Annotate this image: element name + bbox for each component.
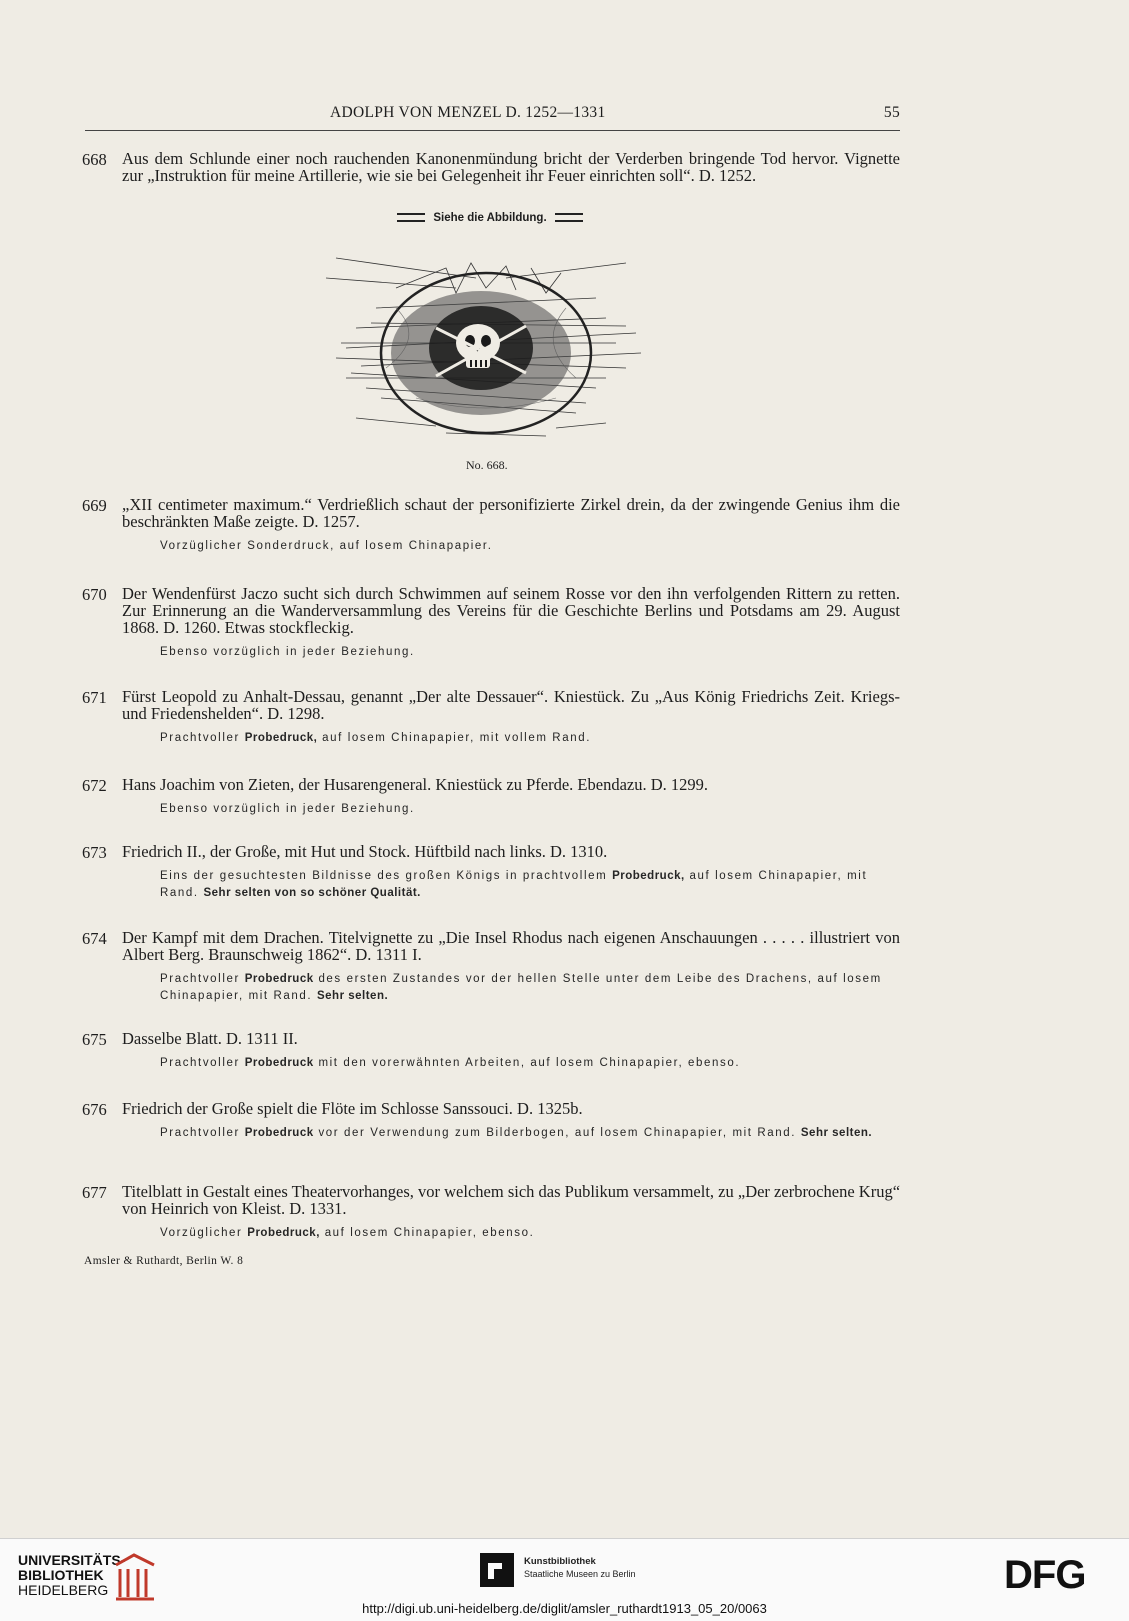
entry-676 <box>82 1100 900 1142</box>
entry-674 <box>82 929 900 1005</box>
entry-number: 674 <box>82 929 107 948</box>
entry-672 <box>82 776 900 818</box>
entry-note: Prachtvoller Probedruck vor der Verwendung zum Bilderbogen, auf losem Chinapapier, mit Rand. Sehr selten. <box>160 1127 873 1139</box>
entry-number: 671 <box>82 688 107 707</box>
kunstbibliothek-logo-icon <box>480 1553 516 1587</box>
entry-number: 670 <box>82 585 107 604</box>
entry-670 <box>82 585 900 661</box>
dfg-logo[interactable]: DFG <box>1004 1553 1086 1597</box>
entry-671 <box>82 688 900 747</box>
figure-caption: No. 668. <box>466 458 508 472</box>
heidelberg-library-label[interactable] <box>18 1553 125 1598</box>
see-illustration-note <box>380 212 600 224</box>
entry-note: Ebenso vorzüglich in jeder Beziehung. <box>160 646 415 658</box>
uni-line-1: UNIVERSITÄTS- <box>18 1552 126 1568</box>
entry-text: Friedrich der Große spielt die Flöte im Schlosse Sanssouci. D. 1325b. <box>122 1099 583 1118</box>
see-illustration-text: Siehe die Abbildung. <box>433 212 547 224</box>
uni-line-3: HEIDELBERG <box>18 1582 109 1598</box>
entry-number: 668 <box>82 150 107 169</box>
entry-number: 676 <box>82 1100 107 1119</box>
entry-number: 672 <box>82 776 107 795</box>
entry-text: Hans Joachim von Zieten, der Husarengeneral. Kniestück zu Pferde. Ebendazu. D. 1299. <box>122 775 709 794</box>
entry-number: 673 <box>82 843 107 862</box>
permalink-url[interactable]: http://digi.ub.uni-heidelberg.de/diglit/amsler_ruthardt1913_05_20/0063 <box>362 1601 767 1616</box>
entry-note: Prachtvoller Probedruck des ersten Zustandes vor der hellen Stelle unter dem Leibe des Drachens, auf losem Chinapapier, mit Rand. Sehr selten. <box>160 973 882 1002</box>
entry-text: Titelblatt in Gestalt eines Theatervorhanges, vor welchem sich das Publikum versammelt, zu „Der zerbrochene Krug“ von Heinrich von Kleist. D. 1331. <box>122 1182 901 1218</box>
entry-note: Eins der gesuchtesten Bildnisse des großen Königs in prachtvollem Probedruck, auf losem Chinapapier, mit Rand. Sehr selten von so schöner Qualität. <box>160 870 868 899</box>
uni-line-2: BIBLIOTHEK <box>18 1567 104 1583</box>
entry-number: 677 <box>82 1183 107 1202</box>
entry-675 <box>82 1030 900 1072</box>
entry-note: Prachtvoller Probedruck mit den vorerwähnten Arbeiten, auf losem Chinapapier, ebenso. <box>160 1057 741 1069</box>
digitization-footer <box>0 1538 1129 1621</box>
entry-673 <box>82 843 900 902</box>
printer-imprint: Amsler & Ruthardt, Berlin W. 8 <box>84 1255 244 1267</box>
entry-668 <box>82 150 900 184</box>
heidelberg-logo-icon <box>112 1551 158 1601</box>
entry-text: Dasselbe Blatt. D. 1311 II. <box>122 1029 298 1048</box>
page-number: 55 <box>883 104 900 121</box>
entry-note: Vorzüglicher Probedruck, auf losem Chinapapier, ebenso. <box>160 1227 535 1239</box>
entry-text: Aus dem Schlunde einer noch rauchenden Kanonenmündung bricht der Verderben bringende Tod hervor. Vignette zur „Instruktion für meine Artillerie, wie sie bei Gelegenheit ihr Feuer einrichten soll“. D. 1252. <box>122 149 900 185</box>
entry-text: Fürst Leopold zu Anhalt-Dessau, genannt „Der alte Dessauer“. Kniestück. Zu „Aus König Friedrichs Zeit. Kriegs- und Friedenshelden“. D. 1298. <box>122 687 900 723</box>
entry-note: Prachtvoller Probedruck, auf losem Chinapapier, mit vollem Rand. <box>160 732 591 744</box>
entry-677 <box>82 1183 900 1242</box>
entry-text: Friedrich II., der Große, mit Hut und Stock. Hüftbild nach links. D. 1310. <box>122 842 608 861</box>
header-title: ADOLPH VON MENZEL D. 1252—1331 <box>330 104 606 121</box>
entry-text: „XII centimeter maximum.“ Verdrießlich schaut der personifizierte Zirkel drein, da der zwingende Genius ihm die beschränkten Maße zeigte. D. 1257. <box>122 495 900 531</box>
kb-line-1: Kunstbibliothek <box>524 1556 596 1567</box>
entry-text: Der Kampf mit dem Drachen. Titelvignette zu „Die Insel Rhodus nach eigenen Anschauungen . . . . . illustriert von Albert Berg. Braunschweig 1862“. D. 1311 I. <box>122 928 900 964</box>
vignette-cannon-skull-image <box>306 248 666 458</box>
entry-669 <box>82 496 900 555</box>
double-rule-right <box>555 213 583 222</box>
entry-number: 675 <box>82 1030 107 1049</box>
entry-note: Ebenso vorzüglich in jeder Beziehung. <box>160 803 415 815</box>
header-rule <box>85 130 900 131</box>
running-header <box>85 104 900 128</box>
kunstbibliothek-label[interactable] <box>524 1555 636 1580</box>
entry-text: Der Wendenfürst Jaczo sucht sich durch Schwimmen auf seinem Rosse vor den ihn verfolgenden Rittern zu retten. Zur Erinnerung an die Wanderversammlung des Vereins für die Geschichte Berlins und Potsdams am 29. August 1868. D. 1260. Etwas stockfleckig. <box>122 584 900 637</box>
entry-number: 669 <box>82 496 107 515</box>
kb-line-2: Staatliche Museen zu Berlin <box>524 1569 636 1579</box>
entry-note: Vorzüglicher Sonderdruck, auf losem Chinapapier. <box>160 540 493 552</box>
double-rule-left <box>397 213 425 222</box>
